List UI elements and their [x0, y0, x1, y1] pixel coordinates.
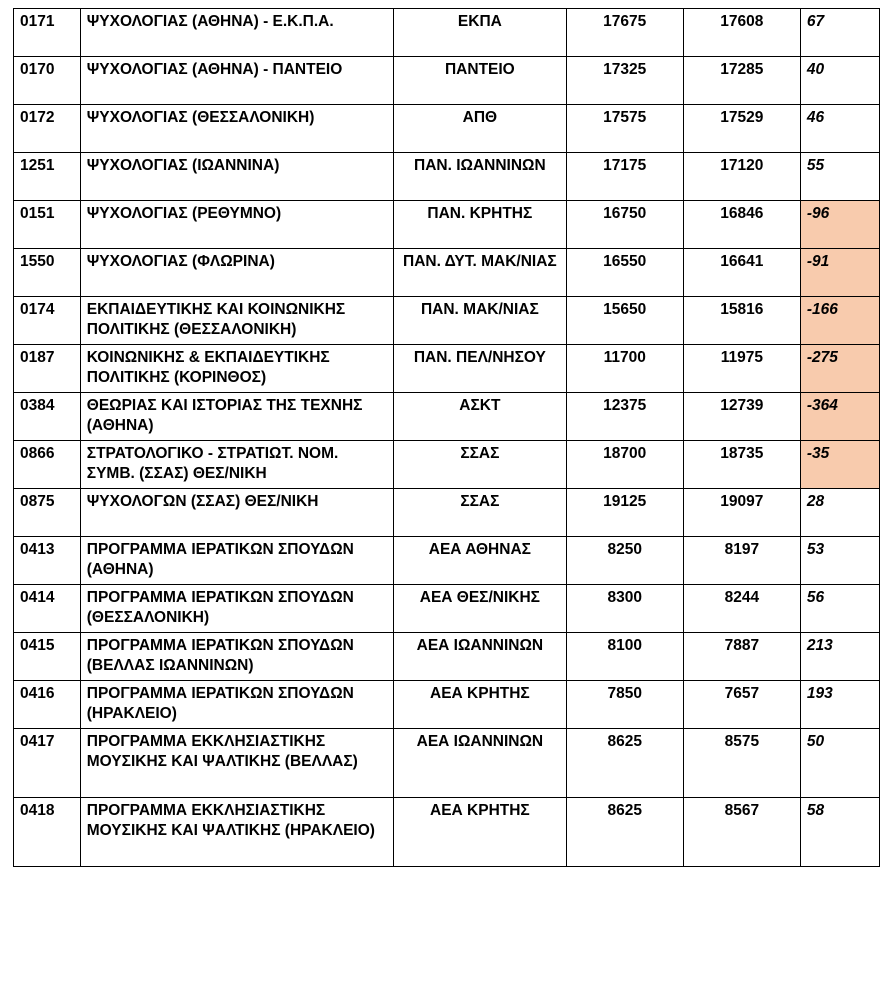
- department-name: ΠΡΟΓΡΑΜΜΑ ΙΕΡΑΤΙΚΩΝ ΣΠΟΥΔΩΝ (ΒΕΛΛΑΣ ΙΩΑΝΝΙΝΩΝ): [80, 633, 393, 681]
- institution-name: ΑΠΘ: [394, 105, 567, 153]
- score-previous: 17608: [683, 9, 800, 57]
- department-name: ΠΡΟΓΡΑΜΜΑ ΕΚΚΛΗΣΙΑΣΤΙΚΗΣ ΜΟΥΣΙΚΗΣ ΚΑΙ ΨΑΛΤΙΚΗΣ (ΗΡΑΚΛΕΙΟ): [80, 798, 393, 867]
- institution-name: ΑΕΑ ΚΡΗΤΗΣ: [394, 681, 567, 729]
- table-row: [14, 729, 880, 798]
- table-row: [14, 441, 880, 489]
- department-code: 1550: [14, 249, 81, 297]
- score-difference: 50: [800, 729, 879, 798]
- score-difference: 46: [800, 105, 879, 153]
- table-row: [14, 681, 880, 729]
- score-current: 17325: [566, 57, 683, 105]
- score-difference: -91: [800, 249, 879, 297]
- score-previous: 7657: [683, 681, 800, 729]
- institution-name: ΣΣΑΣ: [394, 441, 567, 489]
- department-code: 0384: [14, 393, 81, 441]
- table-row: [14, 537, 880, 585]
- department-name: ΨΥΧΟΛΟΓΙΑΣ (ΙΩΑΝΝΙΝΑ): [80, 153, 393, 201]
- table-row: [14, 9, 880, 57]
- department-name: ΠΡΟΓΡΑΜΜΑ ΙΕΡΑΤΙΚΩΝ ΣΠΟΥΔΩΝ (ΘΕΣΣΑΛΟΝΙΚΗ): [80, 585, 393, 633]
- institution-name: ΑΕΑ ΙΩΑΝΝΙΝΩΝ: [394, 633, 567, 681]
- institution-name: ΑΕΑ ΙΩΑΝΝΙΝΩΝ: [394, 729, 567, 798]
- department-code: 0415: [14, 633, 81, 681]
- institution-name: ΑΕΑ ΚΡΗΤΗΣ: [394, 798, 567, 867]
- score-current: 7850: [566, 681, 683, 729]
- department-code: 0416: [14, 681, 81, 729]
- score-current: 16550: [566, 249, 683, 297]
- score-previous: 8244: [683, 585, 800, 633]
- institution-name: ΑΕΑ ΘΕΣ/ΝΙΚΗΣ: [394, 585, 567, 633]
- department-code: 0151: [14, 201, 81, 249]
- institution-name: ΑΕΑ ΑΘΗΝΑΣ: [394, 537, 567, 585]
- score-previous: 16846: [683, 201, 800, 249]
- score-difference: 56: [800, 585, 879, 633]
- department-code: 0170: [14, 57, 81, 105]
- score-current: 15650: [566, 297, 683, 345]
- institution-name: ΣΣΑΣ: [394, 489, 567, 537]
- department-code: 0171: [14, 9, 81, 57]
- score-difference: 53: [800, 537, 879, 585]
- score-difference: 40: [800, 57, 879, 105]
- score-current: 17175: [566, 153, 683, 201]
- score-previous: 15816: [683, 297, 800, 345]
- score-current: 19125: [566, 489, 683, 537]
- score-difference: 55: [800, 153, 879, 201]
- department-code: 0414: [14, 585, 81, 633]
- table-row: [14, 633, 880, 681]
- table-body: [14, 9, 880, 867]
- score-previous: 17120: [683, 153, 800, 201]
- table-row: [14, 105, 880, 153]
- department-name: ΚΟΙΝΩΝΙΚΗΣ & ΕΚΠΑΙΔΕΥΤΙΚΗΣ ΠΟΛΙΤΙΚΗΣ (ΚΟΡΙΝΘΟΣ): [80, 345, 393, 393]
- department-name: ΨΥΧΟΛΟΓΙΑΣ (ΦΛΩΡΙΝΑ): [80, 249, 393, 297]
- table-row: [14, 585, 880, 633]
- table-row: [14, 345, 880, 393]
- table-row: [14, 489, 880, 537]
- department-name: ΨΥΧΟΛΟΓΩΝ (ΣΣΑΣ) ΘΕΣ/ΝΙΚΗ: [80, 489, 393, 537]
- score-previous: 17285: [683, 57, 800, 105]
- score-current: 12375: [566, 393, 683, 441]
- institution-name: ΠΑΝΤΕΙΟ: [394, 57, 567, 105]
- score-difference: -35: [800, 441, 879, 489]
- score-current: 8625: [566, 729, 683, 798]
- institution-name: ΠΑΝ. ΔΥΤ. ΜΑΚ/ΝΙΑΣ: [394, 249, 567, 297]
- score-previous: 8575: [683, 729, 800, 798]
- table-row: [14, 393, 880, 441]
- department-name: ΣΤΡΑΤΟΛΟΓΙΚΟ - ΣΤΡΑΤΙΩΤ. ΝΟΜ. ΣΥΜΒ. (ΣΣΑΣ) ΘΕΣ/ΝΙΚΗ: [80, 441, 393, 489]
- department-code: 0417: [14, 729, 81, 798]
- score-current: 17675: [566, 9, 683, 57]
- table-row: [14, 249, 880, 297]
- department-code: 0172: [14, 105, 81, 153]
- table-row: [14, 201, 880, 249]
- score-previous: 8567: [683, 798, 800, 867]
- department-code: 0418: [14, 798, 81, 867]
- table-row: [14, 57, 880, 105]
- institution-name: ΠΑΝ. ΠΕΛ/ΝΗΣΟΥ: [394, 345, 567, 393]
- score-difference: 213: [800, 633, 879, 681]
- department-name: ΨΥΧΟΛΟΓΙΑΣ (ΘΕΣΣΑΛΟΝΙΚΗ): [80, 105, 393, 153]
- score-previous: 18735: [683, 441, 800, 489]
- score-current: 8100: [566, 633, 683, 681]
- department-name: ΠΡΟΓΡΑΜΜΑ ΙΕΡΑΤΙΚΩΝ ΣΠΟΥΔΩΝ (ΑΘΗΝΑ): [80, 537, 393, 585]
- score-current: 8625: [566, 798, 683, 867]
- institution-name: ΠΑΝ. ΙΩΑΝΝΙΝΩΝ: [394, 153, 567, 201]
- score-difference: -364: [800, 393, 879, 441]
- score-previous: 17529: [683, 105, 800, 153]
- score-current: 18700: [566, 441, 683, 489]
- department-name: ΕΚΠΑΙΔΕΥΤΙΚΗΣ ΚΑΙ ΚΟΙΝΩΝΙΚΗΣ ΠΟΛΙΤΙΚΗΣ (ΘΕΣΣΑΛΟΝΙΚΗ): [80, 297, 393, 345]
- score-previous: 12739: [683, 393, 800, 441]
- score-difference: 58: [800, 798, 879, 867]
- institution-name: ΠΑΝ. ΜΑΚ/ΝΙΑΣ: [394, 297, 567, 345]
- department-name: ΠΡΟΓΡΑΜΜΑ ΕΚΚΛΗΣΙΑΣΤΙΚΗΣ ΜΟΥΣΙΚΗΣ ΚΑΙ ΨΑΛΤΙΚΗΣ (ΒΕΛΛΑΣ): [80, 729, 393, 798]
- score-difference: -166: [800, 297, 879, 345]
- department-name: ΨΥΧΟΛΟΓΙΑΣ (ΡΕΘΥΜΝΟ): [80, 201, 393, 249]
- score-previous: 16641: [683, 249, 800, 297]
- department-name: ΨΥΧΟΛΟΓΙΑΣ (ΑΘΗΝΑ) - Ε.Κ.Π.Α.: [80, 9, 393, 57]
- score-current: 8300: [566, 585, 683, 633]
- score-current: 8250: [566, 537, 683, 585]
- department-code: 0866: [14, 441, 81, 489]
- score-current: 16750: [566, 201, 683, 249]
- score-previous: 7887: [683, 633, 800, 681]
- department-code: 0875: [14, 489, 81, 537]
- score-current: 11700: [566, 345, 683, 393]
- score-previous: 11975: [683, 345, 800, 393]
- score-difference: 193: [800, 681, 879, 729]
- department-code: 0187: [14, 345, 81, 393]
- table-row: [14, 297, 880, 345]
- table-row: [14, 798, 880, 867]
- institution-name: ΕΚΠΑ: [394, 9, 567, 57]
- score-difference: 28: [800, 489, 879, 537]
- table-row: [14, 153, 880, 201]
- score-difference: -275: [800, 345, 879, 393]
- institution-name: ΑΣΚΤ: [394, 393, 567, 441]
- department-code: 0413: [14, 537, 81, 585]
- department-code: 1251: [14, 153, 81, 201]
- admission-scores-table: [13, 8, 880, 867]
- score-current: 17575: [566, 105, 683, 153]
- score-previous: 19097: [683, 489, 800, 537]
- department-name: ΘΕΩΡΙΑΣ ΚΑΙ ΙΣΤΟΡΙΑΣ ΤΗΣ ΤΕΧΝΗΣ (ΑΘΗΝΑ): [80, 393, 393, 441]
- institution-name: ΠΑΝ. ΚΡΗΤΗΣ: [394, 201, 567, 249]
- department-name: ΠΡΟΓΡΑΜΜΑ ΙΕΡΑΤΙΚΩΝ ΣΠΟΥΔΩΝ (ΗΡΑΚΛΕΙΟ): [80, 681, 393, 729]
- score-difference: 67: [800, 9, 879, 57]
- department-code: 0174: [14, 297, 81, 345]
- score-difference: -96: [800, 201, 879, 249]
- department-name: ΨΥΧΟΛΟΓΙΑΣ (ΑΘΗΝΑ) - ΠΑΝΤΕΙΟ: [80, 57, 393, 105]
- score-previous: 8197: [683, 537, 800, 585]
